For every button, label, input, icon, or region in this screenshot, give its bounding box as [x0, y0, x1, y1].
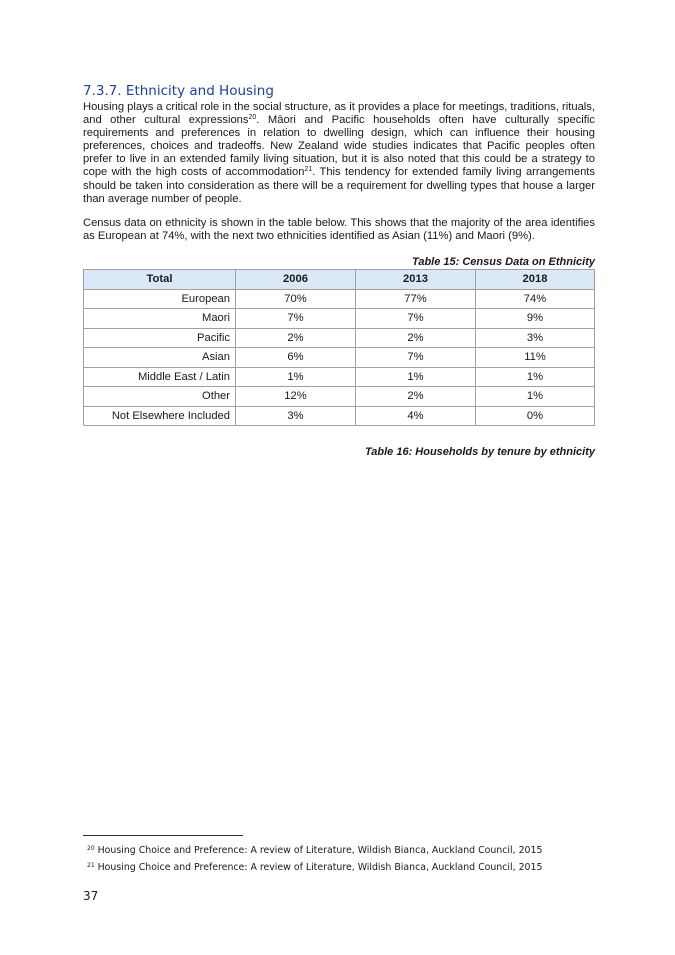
footnote: [87, 862, 542, 873]
table-cell: 0%: [476, 406, 595, 426]
table-cell: 6%: [236, 348, 356, 368]
footnote-text: Housing Choice and Preference: A review of Literature, Wildish Bianca, Auckland Council, 2015: [97, 862, 543, 873]
column-header: 2013: [356, 270, 476, 290]
page-number: 37: [83, 889, 99, 903]
row-label: Pacific: [84, 328, 236, 348]
table-cell: 7%: [356, 348, 476, 368]
table-row: [84, 387, 595, 407]
table-row: [84, 367, 595, 387]
table-cell: 74%: [476, 289, 595, 309]
body-paragraph-housing: [83, 101, 595, 206]
row-label: European: [84, 289, 236, 309]
table-cell: 11%: [476, 348, 595, 368]
footnote-divider: [83, 835, 243, 836]
table-cell: 2%: [236, 328, 356, 348]
table-cell: 2%: [356, 328, 476, 348]
footnote-ref[interactable]: 20: [248, 114, 257, 122]
table-cell: 12%: [236, 387, 356, 407]
table-row: [84, 348, 595, 368]
column-header: 2006: [236, 270, 356, 290]
table-caption: Table 15: Census Data on Ethnicity: [412, 256, 595, 268]
section-heading: 7.3.7. Ethnicity and Housing: [83, 83, 274, 99]
table-row: [84, 328, 595, 348]
table-cell: 7%: [356, 309, 476, 329]
table-cell: 1%: [356, 367, 476, 387]
table-cell: 70%: [236, 289, 356, 309]
table-row: [84, 289, 595, 309]
body-paragraph-census: Census data on ethnicity is shown in the table below. This shows that the majority of the area identifies as European at 74%, with the next two ethnicities identified as Asian (11%) and Maori (9%).: [83, 217, 595, 243]
footnote-ref[interactable]: 21: [304, 166, 313, 174]
row-label: Not Elsewhere Included: [84, 406, 236, 426]
table-cell: 2%: [356, 387, 476, 407]
footnote: [87, 845, 542, 856]
row-label: Maori: [84, 309, 236, 329]
census-ethnicity-table: [83, 269, 595, 426]
table-cell: 1%: [236, 367, 356, 387]
table-row: [84, 309, 595, 329]
footnote-number: 21: [87, 862, 95, 869]
row-label: Asian: [84, 348, 236, 368]
row-label: Other: [84, 387, 236, 407]
table-row: [84, 406, 595, 426]
table-cell: 4%: [356, 406, 476, 426]
column-header: 2018: [476, 270, 595, 290]
footnote-number: 20: [87, 845, 95, 852]
table-cell: 7%: [236, 309, 356, 329]
table-cell: 77%: [356, 289, 476, 309]
column-header: Total: [84, 270, 236, 290]
table-cell: 1%: [476, 387, 595, 407]
paragraph-text: . Māori and Pacific households often have culturally specific requirements and preferences in relation to dwelling design, which can influence their housing preferences, choices and tradeoffs. New Zealand wide studies indicates that Pacific peoples often prefer to live in an extended family living situation, but it is also noted that this could be a strategy to cope with the high costs of accommodation: [83, 114, 595, 179]
table-cell: 3%: [476, 328, 595, 348]
table-caption: Table 16: Households by tenure by ethnicity: [364, 446, 595, 458]
table-cell: 9%: [476, 309, 595, 329]
footnote-text: Housing Choice and Preference: A review of Literature, Wildish Bianca, Auckland Council, 2015: [97, 845, 543, 856]
table-cell: 3%: [236, 406, 356, 426]
row-label: Middle East / Latin: [84, 367, 236, 387]
paragraph-text: . This tendency for extended family living arrangements should be taken into consideration as there will be a requirement for dwelling types that house a larger than average number of people.: [83, 166, 595, 205]
paragraph-text: Housing plays a critical role in the social structure, as it provides a place for meetings, traditions, rituals, and other cultural expressions: [83, 101, 595, 127]
table-cell: 1%: [476, 367, 595, 387]
table-header-row: [84, 270, 595, 290]
